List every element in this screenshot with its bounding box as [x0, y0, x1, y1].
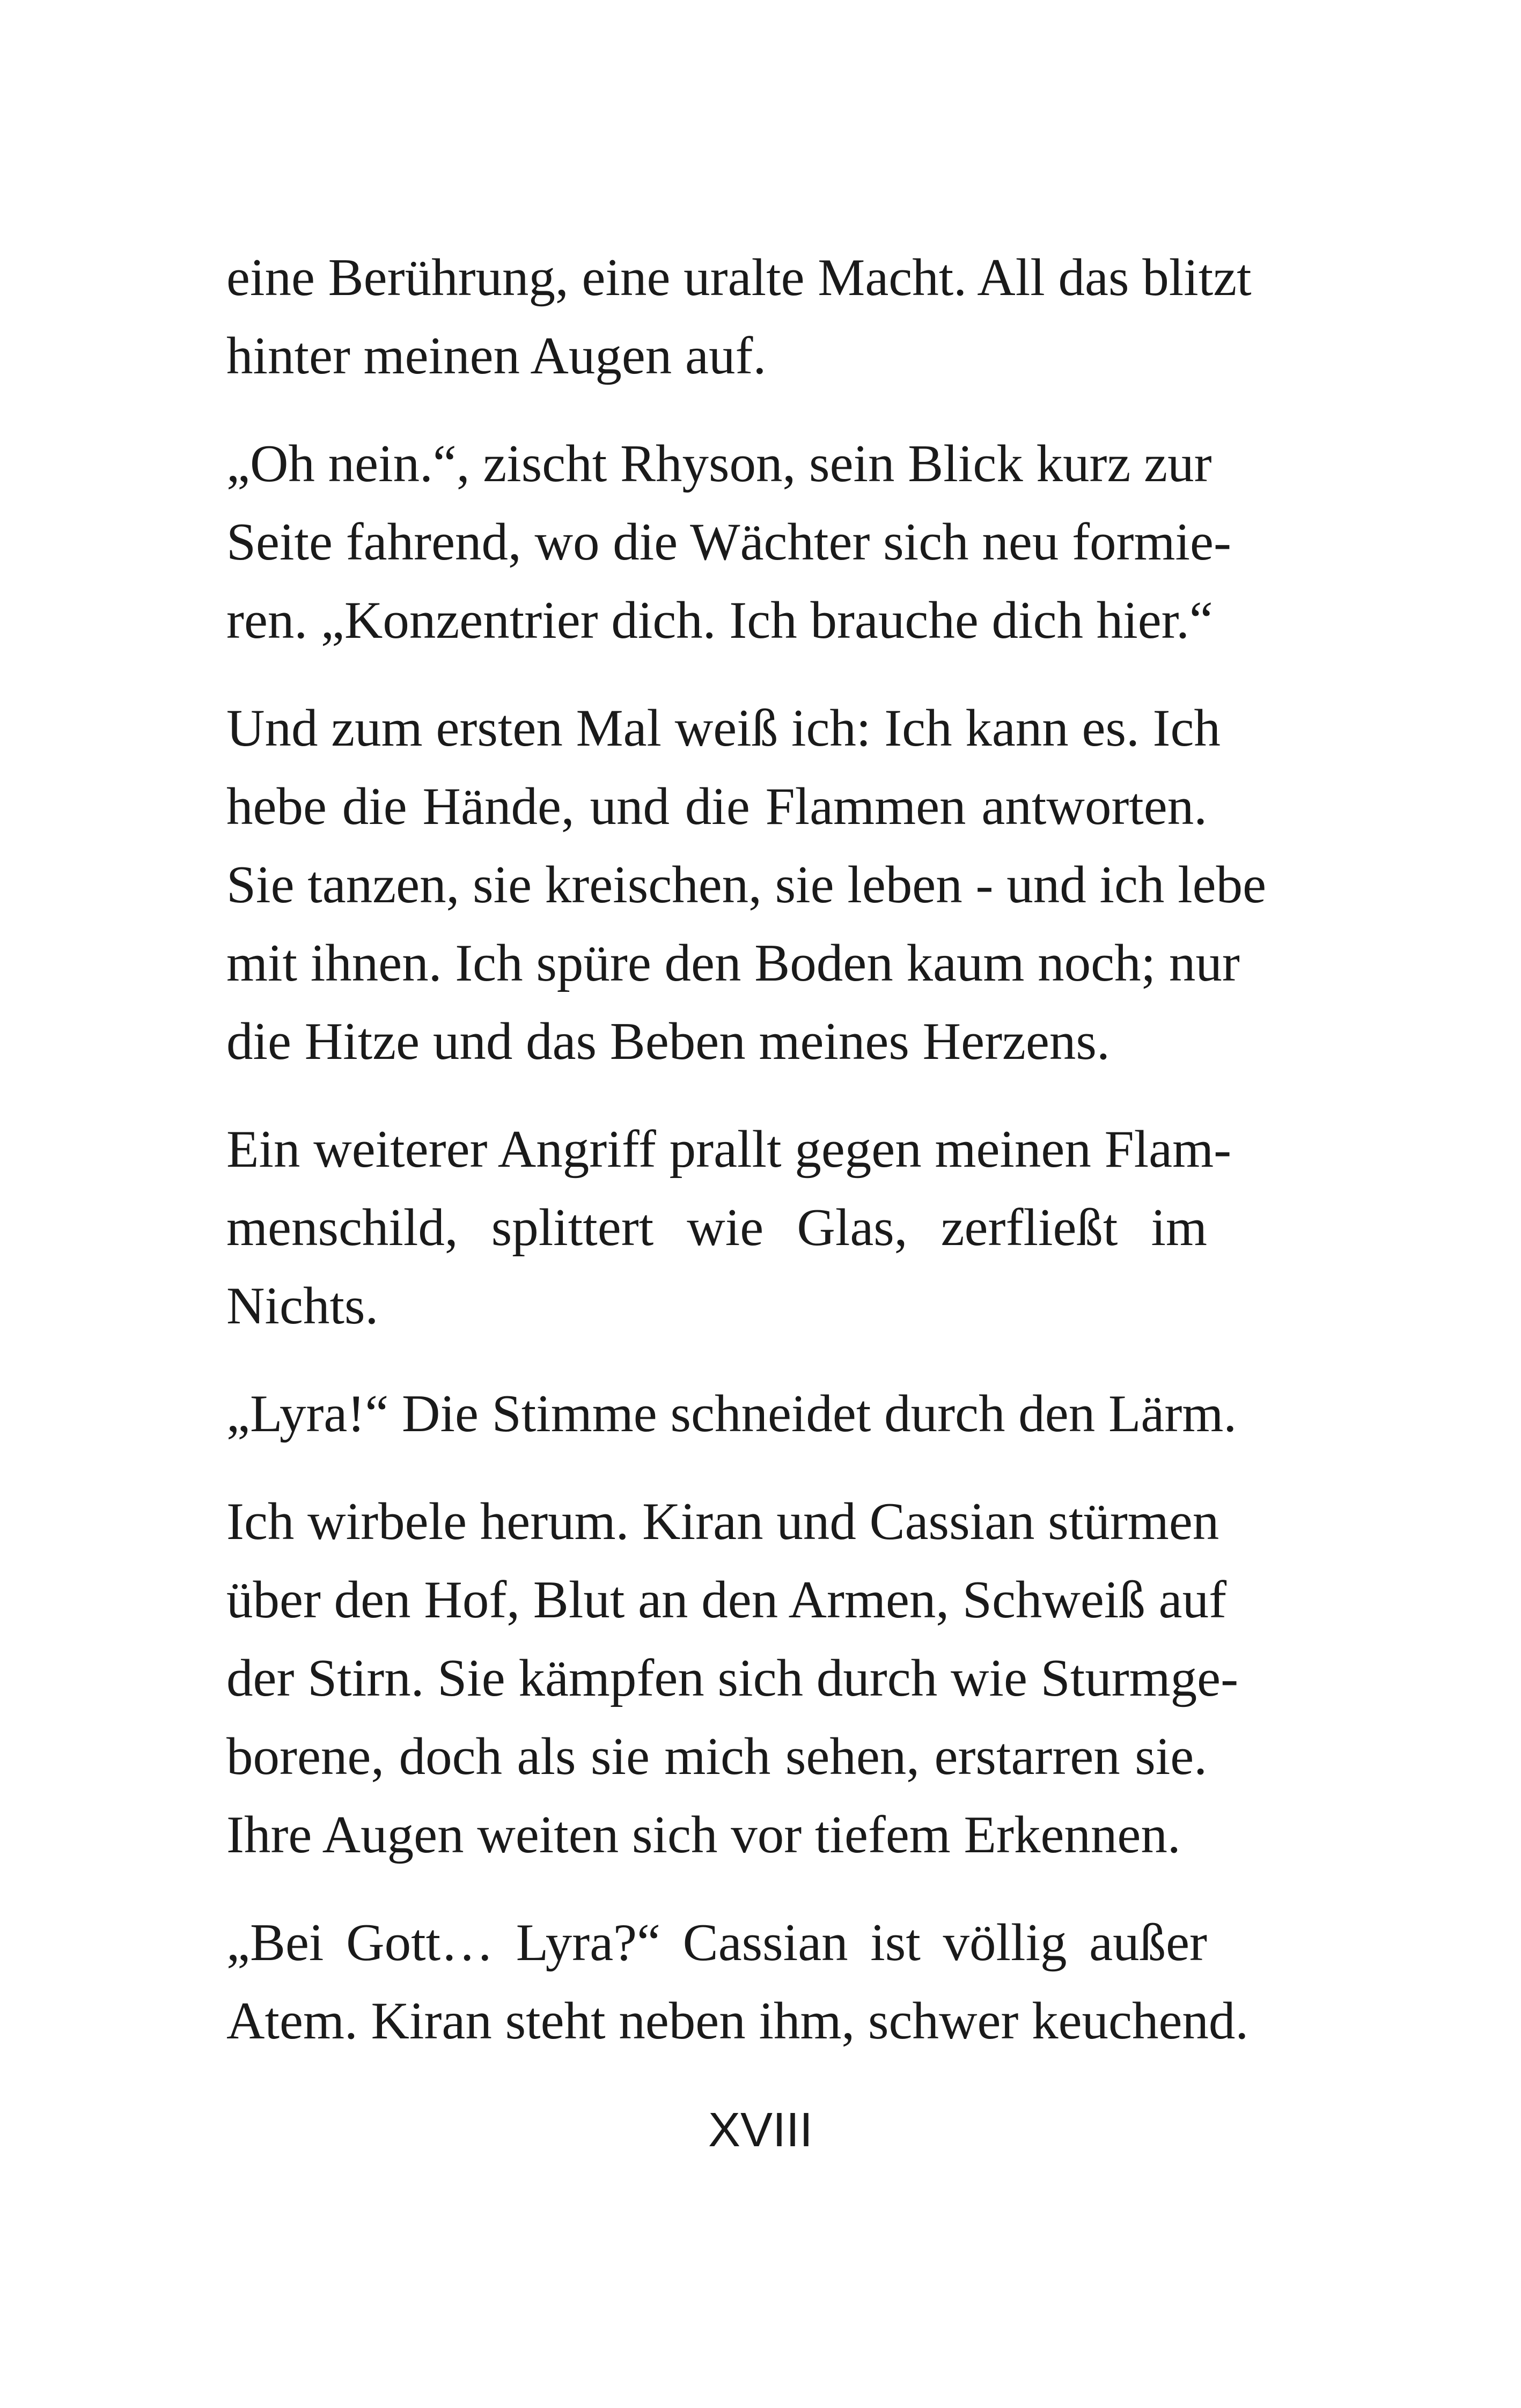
paragraph: [226, 1110, 1232, 1345]
text-line: Nichts.: [226, 1277, 379, 1335]
text-line: Sie tanzen, sie kreischen, sie leben - und ich lebe: [226, 856, 1267, 914]
text-line: Ich wirbele herum. Kiran und Cassian stürmen: [226, 1492, 1219, 1551]
page-number: XVIII: [708, 2103, 813, 2157]
text-line: menschild, splittert wie Glas, zerfließt im: [226, 1198, 1207, 1257]
text-line: Und zum ersten Mal weiß ich: Ich kann es. Ich: [226, 699, 1221, 757]
paragraph: [226, 1375, 1237, 1453]
text-line: hebe die Hände, und die Flammen antworten.: [226, 777, 1207, 836]
paragraph: [226, 1483, 1239, 1874]
text-line: über den Hof, Blut an den Armen, Schweiß auf: [226, 1571, 1227, 1629]
text-line: Atem. Kiran steht neben ihm, schwer keuchend.: [226, 1992, 1249, 2050]
body-text: [226, 239, 1267, 2090]
text-line: „Oh nein.“, zischt Rhyson, sein Blick kurz zur: [226, 435, 1212, 493]
text-line: die Hitze und das Beben meines Herzens.: [226, 1012, 1110, 1071]
text-line: borene, doch als sie mich sehen, erstarren sie.: [226, 1727, 1207, 1786]
text-line: „Lyra!“ Die Stimme schneidet durch den Lärm.: [226, 1385, 1237, 1443]
text-line: ren. „Konzentrier dich. Ich brauche dich hier.“: [226, 591, 1213, 650]
text-line: Ein weiterer Angriff prallt gegen meinen Flam-: [226, 1120, 1232, 1179]
text-line: „Bei Gott… Lyra?“ Cassian ist völlig außer: [226, 1913, 1207, 1972]
paragraph: [226, 689, 1267, 1081]
text-line: eine Berührung, eine uralte Macht. All das blitzt: [226, 248, 1252, 307]
text-line: mit ihnen. Ich spüre den Boden kaum noch; nur: [226, 934, 1240, 992]
paragraph: [226, 239, 1252, 395]
paragraph: [226, 1904, 1249, 2060]
text-line: Ihre Augen weiten sich vor tiefem Erkennen.: [226, 1806, 1181, 1864]
paragraph: [226, 425, 1231, 660]
text-line: Seite fahrend, wo die Wächter sich neu formie-: [226, 513, 1231, 571]
text-line: hinter meinen Augen auf.: [226, 327, 767, 385]
text-line: der Stirn. Sie kämpfen sich durch wie Sturmge-: [226, 1649, 1239, 1707]
